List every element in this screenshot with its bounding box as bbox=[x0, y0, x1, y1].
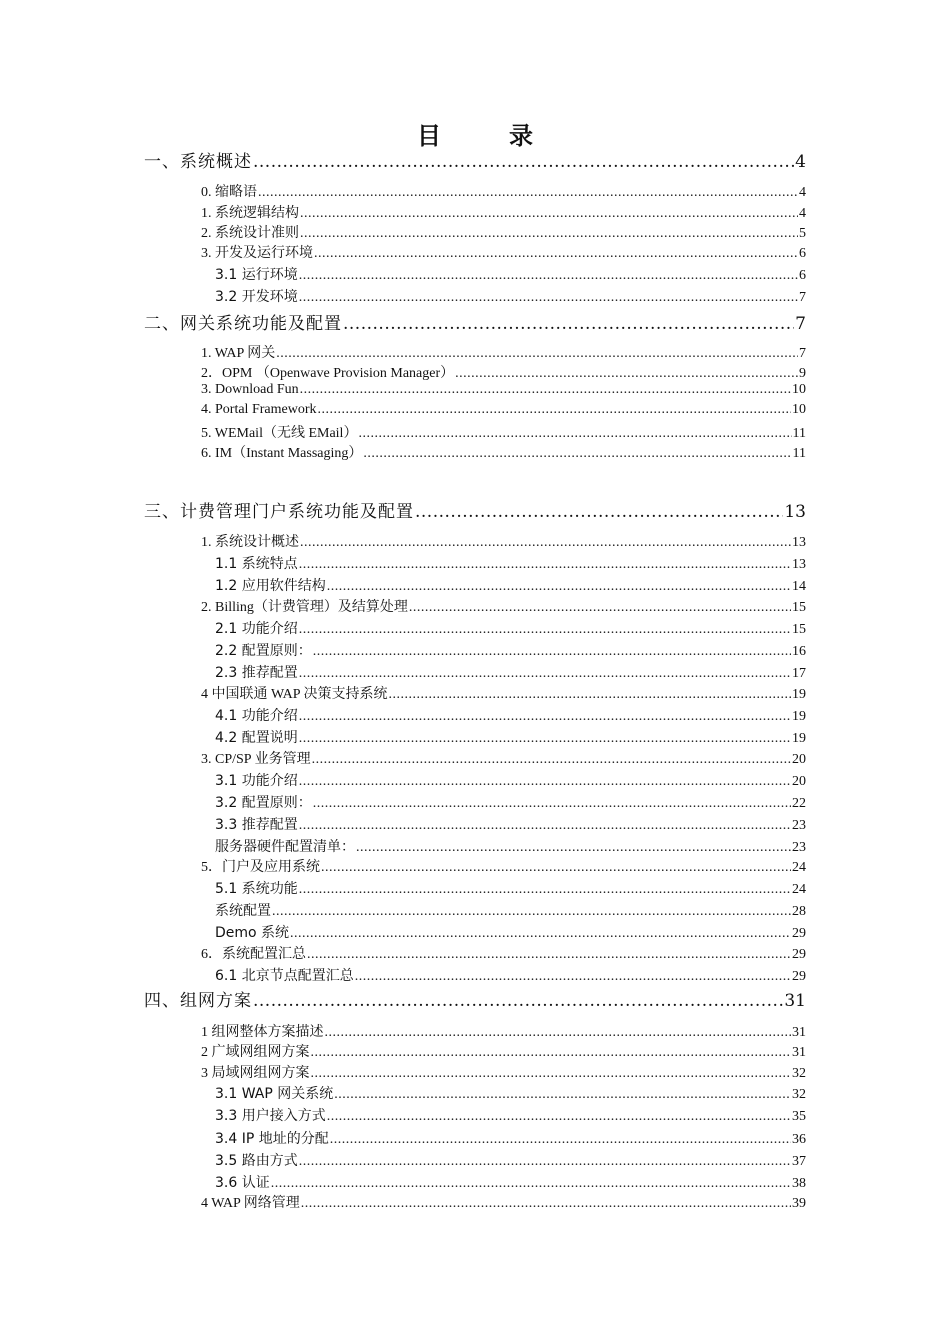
toc-dot-leader bbox=[311, 1045, 792, 1061]
toc-page-number: 19 bbox=[792, 731, 806, 746]
toc-dot-leader bbox=[299, 290, 798, 306]
toc-page-number: 29 bbox=[792, 969, 806, 984]
toc-entry-label: 系统配置 bbox=[215, 903, 271, 919]
toc-page-number: 19 bbox=[792, 687, 806, 702]
toc-entry-label: 4 WAP 网络管理 bbox=[201, 1196, 300, 1211]
toc-entry[interactable] bbox=[201, 1192, 806, 1212]
toc-entry[interactable] bbox=[215, 770, 806, 790]
toc-entry[interactable] bbox=[215, 1172, 806, 1192]
toc-dot-leader bbox=[300, 382, 791, 398]
toc-entry-label: 1. 系统逻辑结构 bbox=[201, 206, 299, 221]
toc-entry-label: 1. 系统设计概述 bbox=[201, 535, 299, 550]
toc-dot-leader bbox=[311, 1066, 792, 1082]
toc-entry-label: 3.4 IP 地址的分配 bbox=[215, 1131, 329, 1147]
toc-entry-label: 3.2 开发环境 bbox=[215, 289, 298, 305]
toc-entry-label: 6.1 北京节点配置汇总 bbox=[215, 968, 354, 984]
toc-entry-label: 3. CP/SP 业务管理 bbox=[201, 752, 311, 767]
toc-entry[interactable] bbox=[201, 342, 806, 362]
toc-entry-label: 3 局域网组网方案 bbox=[201, 1066, 310, 1081]
toc-entry[interactable] bbox=[215, 1105, 806, 1125]
toc-dot-leader bbox=[300, 226, 798, 242]
toc-dot-leader bbox=[325, 1025, 792, 1041]
toc-page-number: 6 bbox=[799, 246, 806, 261]
toc-dot-leader bbox=[253, 991, 783, 1011]
toc-dot-leader bbox=[299, 557, 791, 573]
toc-entry-label: 3.6 认证 bbox=[215, 1175, 270, 1191]
toc-dot-leader bbox=[358, 426, 791, 442]
toc-page-number: 37 bbox=[792, 1154, 806, 1169]
toc-page-number: 29 bbox=[792, 926, 806, 941]
toc-title: 目 录 bbox=[417, 121, 555, 150]
toc-dot-leader bbox=[299, 731, 791, 747]
toc-page-number: 31 bbox=[784, 991, 806, 1011]
toc-entry[interactable] bbox=[201, 943, 806, 963]
toc-entry[interactable] bbox=[215, 264, 806, 284]
toc-page-number: 5 bbox=[799, 226, 806, 241]
toc-page-number: 11 bbox=[792, 446, 806, 461]
toc-dot-leader bbox=[409, 600, 791, 616]
toc-dot-leader bbox=[415, 502, 783, 522]
toc-entry-label: 三、计费管理门户系统功能及配置 bbox=[144, 502, 414, 522]
toc-dot-leader bbox=[299, 882, 791, 898]
toc-entry-label: 3.3 推荐配置 bbox=[215, 817, 298, 833]
toc-dot-leader bbox=[253, 152, 794, 172]
toc-page-number: 38 bbox=[792, 1176, 806, 1191]
toc-page-number: 32 bbox=[792, 1066, 806, 1081]
toc-entry[interactable] bbox=[201, 242, 806, 262]
toc-entry-label: 1.2 应用软件结构 bbox=[215, 578, 326, 594]
toc-entry[interactable] bbox=[201, 402, 806, 418]
toc-entry-label: 2.2 配置原则： bbox=[215, 643, 312, 659]
toc-dot-leader bbox=[299, 1154, 791, 1170]
toc-page-number: 17 bbox=[792, 666, 806, 681]
toc-page-number: 19 bbox=[792, 709, 806, 724]
toc-dot-leader bbox=[313, 796, 791, 812]
toc-dot-leader bbox=[271, 1176, 791, 1192]
toc-entry-label: 3.1 WAP 网关系统 bbox=[215, 1086, 334, 1102]
toc-dot-leader bbox=[290, 926, 791, 942]
toc-entry[interactable] bbox=[201, 422, 806, 442]
toc-entry-label: 2 广域网组网方案 bbox=[201, 1045, 310, 1060]
toc-dot-leader bbox=[321, 860, 791, 876]
toc-entry[interactable] bbox=[215, 618, 806, 638]
toc-entry-label: 3.5 路由方式 bbox=[215, 1153, 298, 1169]
toc-entry-label: 3.1 功能介绍 bbox=[215, 773, 298, 789]
toc-entry[interactable] bbox=[201, 222, 806, 242]
toc-entry[interactable] bbox=[215, 965, 806, 985]
toc-entry[interactable] bbox=[215, 553, 806, 573]
toc-page-number: 13 bbox=[784, 502, 806, 522]
toc-dot-leader bbox=[389, 687, 791, 703]
toc-dot-leader bbox=[327, 1109, 791, 1125]
toc-entry-label: 二、网关系统功能及配置 bbox=[144, 314, 342, 334]
toc-entry-label: 1 组网整体方案描述 bbox=[201, 1025, 324, 1040]
toc-dot-leader bbox=[314, 246, 798, 262]
toc-entry-label: Demo 系统 bbox=[215, 925, 290, 941]
toc-page-number: 22 bbox=[792, 796, 806, 811]
toc-dot-leader bbox=[330, 1132, 791, 1148]
toc-entry[interactable] bbox=[215, 640, 806, 660]
toc-dot-leader bbox=[299, 774, 791, 790]
toc-dot-leader bbox=[299, 666, 791, 682]
toc-dot-leader bbox=[363, 446, 791, 462]
toc-page-number: 7 bbox=[799, 346, 806, 361]
toc-page-number: 10 bbox=[792, 402, 806, 417]
toc-entry-label: 3. 开发及运行环境 bbox=[201, 246, 313, 261]
toc-page-number: 14 bbox=[792, 579, 806, 594]
toc-entry[interactable] bbox=[215, 286, 806, 306]
toc-entry[interactable] bbox=[215, 705, 806, 725]
toc-dot-leader bbox=[312, 752, 791, 768]
toc-entry[interactable] bbox=[215, 1083, 806, 1103]
toc-page-number: 9 bbox=[799, 366, 806, 381]
toc-entry[interactable] bbox=[215, 727, 806, 747]
toc-entry[interactable] bbox=[201, 531, 806, 551]
toc-page-number: 20 bbox=[792, 774, 806, 789]
toc-entry[interactable] bbox=[144, 309, 806, 334]
toc-dot-leader bbox=[313, 644, 791, 660]
toc-dot-leader bbox=[299, 709, 791, 725]
toc-page-number: 29 bbox=[792, 947, 806, 962]
toc-page-number: 31 bbox=[792, 1045, 806, 1060]
toc-dot-leader bbox=[258, 185, 798, 201]
toc-entry[interactable] bbox=[201, 856, 806, 876]
toc-page-number: 10 bbox=[792, 382, 806, 397]
toc-page-number: 28 bbox=[792, 904, 806, 919]
toc-dot-leader bbox=[327, 579, 791, 595]
toc-entry-label: 5.1 系统功能 bbox=[215, 881, 298, 897]
toc-entry-label: 3.3 用户接入方式 bbox=[215, 1108, 326, 1124]
toc-entry[interactable] bbox=[144, 497, 806, 522]
toc-dot-leader bbox=[343, 314, 794, 334]
toc-dot-leader bbox=[299, 268, 798, 284]
toc-entry-label: 5．门户及应用系统 bbox=[201, 860, 320, 875]
toc-page-number: 36 bbox=[792, 1132, 806, 1147]
toc-dot-leader bbox=[334, 1087, 791, 1103]
toc-entry[interactable] bbox=[201, 683, 806, 703]
toc-entry-label: 一、系统概述 bbox=[144, 152, 252, 172]
toc-entry-label: 2．OPM （Openwave Provision Manager） bbox=[201, 366, 455, 381]
toc-dot-leader bbox=[300, 206, 798, 222]
toc-page-number: 15 bbox=[792, 622, 806, 637]
toc-dot-leader bbox=[307, 947, 791, 963]
toc-entry[interactable] bbox=[144, 986, 806, 1011]
toc-entry-label: 6. IM（Instant Massaging） bbox=[201, 446, 363, 461]
toc-page-number: 4 bbox=[799, 206, 806, 221]
toc-page-number: 15 bbox=[792, 600, 806, 615]
toc-entry-label: 3.1 运行环境 bbox=[215, 267, 298, 283]
toc-entry[interactable] bbox=[215, 836, 806, 856]
toc-entry-label: 四、组网方案 bbox=[144, 991, 252, 1011]
toc-page-number: 23 bbox=[792, 840, 806, 855]
toc-page-number: 39 bbox=[792, 1196, 806, 1211]
toc-entry[interactable] bbox=[215, 900, 806, 920]
toc-entry[interactable] bbox=[201, 382, 806, 398]
toc-entry-label: 1.1 系统特点 bbox=[215, 556, 298, 572]
toc-entry[interactable] bbox=[144, 147, 806, 172]
toc-page-number: 13 bbox=[792, 535, 806, 550]
toc-entry-label: 1. WAP 网关 bbox=[201, 346, 276, 361]
toc-entry[interactable] bbox=[201, 596, 806, 616]
toc-entry[interactable] bbox=[201, 181, 806, 201]
toc-entry[interactable] bbox=[215, 814, 806, 834]
toc-entry-label: 2.3 推荐配置 bbox=[215, 665, 298, 681]
toc-page-number: 24 bbox=[792, 860, 806, 875]
toc-entry-label: 4.1 功能介绍 bbox=[215, 708, 298, 724]
toc-entry[interactable] bbox=[201, 1062, 806, 1082]
toc-page-number: 24 bbox=[792, 882, 806, 897]
toc-dot-leader bbox=[355, 969, 791, 985]
toc-entry[interactable] bbox=[201, 362, 806, 382]
toc-entry[interactable] bbox=[215, 878, 806, 898]
toc-entry-label: 2. 系统设计准则 bbox=[201, 226, 299, 241]
toc-entry-label: 5. WEMail（无线 EMail） bbox=[201, 426, 358, 441]
toc-page-number: 11 bbox=[792, 426, 806, 441]
toc-entry[interactable] bbox=[215, 662, 806, 682]
toc-entry[interactable] bbox=[201, 442, 806, 462]
toc-entry[interactable] bbox=[215, 792, 806, 812]
toc-entry-label: 4.2 配置说明 bbox=[215, 730, 298, 746]
toc-dot-leader bbox=[301, 1196, 791, 1212]
toc-page-number: 16 bbox=[792, 644, 806, 659]
toc-entry[interactable] bbox=[215, 922, 806, 942]
toc-entry[interactable] bbox=[215, 575, 806, 595]
toc-page-number: 4 bbox=[799, 185, 806, 200]
toc-entry[interactable] bbox=[201, 1021, 806, 1041]
toc-entry-label: 6．系统配置汇总 bbox=[201, 947, 306, 962]
toc-entry-label: 4. Portal Framework bbox=[201, 402, 317, 417]
toc-entry[interactable] bbox=[215, 1128, 806, 1148]
toc-entry[interactable] bbox=[201, 748, 806, 768]
toc-page-number: 6 bbox=[799, 268, 806, 283]
toc-page-number: 13 bbox=[792, 557, 806, 572]
toc-dot-leader bbox=[299, 818, 791, 834]
toc-page-number: 35 bbox=[792, 1109, 806, 1124]
toc-entry-label: 4 中国联通 WAP 决策支持系统 bbox=[201, 687, 388, 702]
toc-entry-label: 2. Billing（计费管理）及结算处理 bbox=[201, 600, 408, 615]
toc-entry-label: 3. Download Fun bbox=[201, 382, 299, 397]
toc-page-number: 20 bbox=[792, 752, 806, 767]
toc-page-number: 4 bbox=[795, 152, 806, 172]
toc-entry[interactable] bbox=[201, 1041, 806, 1061]
toc-dot-leader bbox=[300, 535, 791, 551]
toc-entry-label: 服务器硬件配置清单： bbox=[215, 839, 355, 855]
toc-dot-leader bbox=[299, 622, 791, 638]
toc-page-number: 7 bbox=[795, 314, 806, 334]
toc-dot-leader bbox=[276, 346, 798, 362]
toc-page-number: 23 bbox=[792, 818, 806, 833]
toc-entry[interactable] bbox=[201, 202, 806, 222]
toc-dot-leader bbox=[317, 402, 791, 418]
toc-entry-label: 3.2 配置原则： bbox=[215, 795, 312, 811]
toc-page-number: 31 bbox=[792, 1025, 806, 1040]
toc-page-number: 7 bbox=[799, 290, 806, 305]
toc-entry-label: 2.1 功能介绍 bbox=[215, 621, 298, 637]
toc-dot-leader bbox=[356, 840, 791, 856]
toc-dot-leader bbox=[272, 904, 791, 920]
toc-dot-leader bbox=[455, 366, 798, 382]
toc-page-number: 32 bbox=[792, 1087, 806, 1102]
toc-entry-label: 0. 缩略语 bbox=[201, 185, 257, 200]
toc-entry[interactable] bbox=[215, 1150, 806, 1170]
